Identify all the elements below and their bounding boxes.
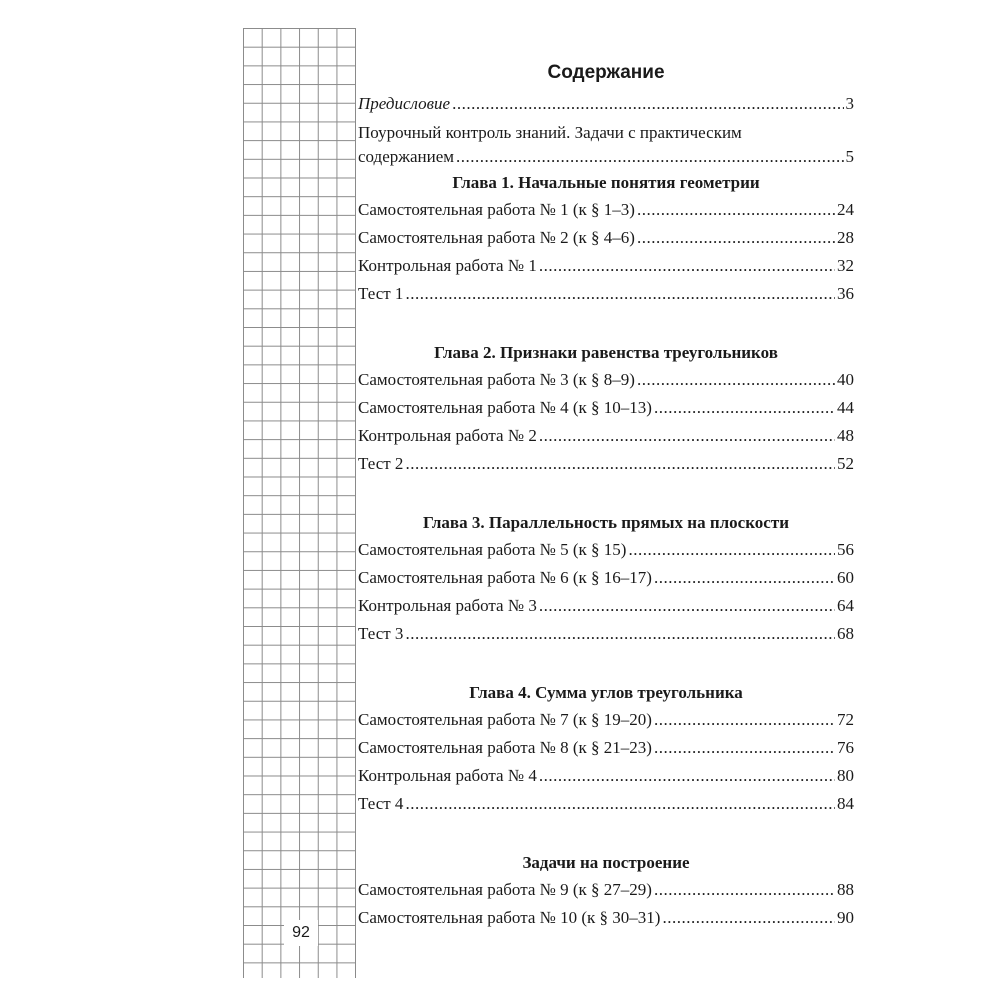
leader-dots <box>405 450 835 478</box>
toc-entry-page: 90 <box>837 908 854 927</box>
toc-entry-label: Контрольная работа № 3 <box>358 596 537 615</box>
toc-entry-preface <box>358 90 854 118</box>
toc-entry <box>358 224 854 252</box>
section-gap <box>358 648 854 680</box>
leader-dots <box>654 564 835 592</box>
toc-entry-page: 48 <box>837 426 854 445</box>
toc-entry <box>358 366 854 394</box>
toc-entry-label: Самостоятельная работа № 7 (к § 19–20) <box>358 710 652 729</box>
toc-entry-label: Самостоятельная работа № 5 (к § 15) <box>358 540 627 559</box>
table-of-contents <box>358 56 854 932</box>
toc-entry-label: Тест 1 <box>358 284 404 303</box>
section-gap <box>358 308 854 340</box>
chapter-heading: Глава 4. Сумма углов треугольника <box>469 683 743 702</box>
toc-entry-page: 5 <box>845 147 854 166</box>
toc-entry-label: Самостоятельная работа № 1 (к § 1–3) <box>358 200 635 219</box>
toc-entry-label: Самостоятельная работа № 3 (к § 8–9) <box>358 370 635 389</box>
toc-entry-label: Тест 4 <box>358 794 404 813</box>
toc-entry-page: 84 <box>837 794 854 813</box>
margin-grid <box>243 28 356 978</box>
toc-entry-page: 88 <box>837 880 854 899</box>
toc-entry <box>358 706 854 734</box>
leader-dots <box>654 706 835 734</box>
toc-entry-page: 80 <box>837 766 854 785</box>
leader-dots <box>405 280 835 308</box>
chapter-heading: Глава 2. Признаки равенства треугольников <box>434 343 778 362</box>
toc-entry <box>358 762 854 790</box>
leader-dots <box>654 734 835 762</box>
toc-entry <box>358 252 854 280</box>
toc-entry-label: содержанием <box>358 147 455 166</box>
leader-dots <box>539 592 835 620</box>
toc-entry-label: Контрольная работа № 4 <box>358 766 537 785</box>
toc-entry <box>358 280 854 308</box>
toc-entry <box>358 734 854 762</box>
toc-entry-label: Контрольная работа № 2 <box>358 426 537 445</box>
toc-entry-label: Самостоятельная работа № 2 (к § 4–6) <box>358 228 635 247</box>
toc-entry <box>358 904 854 932</box>
toc-entry-page: 68 <box>837 624 854 643</box>
section-gap <box>358 818 854 850</box>
chapter-list <box>358 170 854 932</box>
toc-entry-page: 28 <box>837 228 854 247</box>
chapter-heading: Задачи на построение <box>522 853 690 872</box>
chapter-heading: Глава 1. Начальные понятия геометрии <box>452 173 760 192</box>
leader-dots <box>456 144 843 170</box>
toc-entry-label: Тест 3 <box>358 624 404 643</box>
toc-entry-page: 56 <box>837 540 854 559</box>
toc-entry-label: Предисловие <box>358 94 451 113</box>
page-number: 92 <box>284 920 318 946</box>
toc-entry <box>358 196 854 224</box>
toc-entry-label: Самостоятельная работа № 6 (к § 16–17) <box>358 568 652 587</box>
toc-entry-page: 40 <box>837 370 854 389</box>
leader-dots <box>637 224 835 252</box>
leader-dots <box>452 90 843 118</box>
toc-entry-page: 3 <box>845 94 854 113</box>
leader-dots <box>637 366 835 394</box>
page-title: Содержание <box>547 62 665 83</box>
leader-dots <box>628 536 835 564</box>
toc-entry-label: Тест 2 <box>358 454 404 473</box>
leader-dots <box>654 394 835 422</box>
toc-entry-page: 32 <box>837 256 854 275</box>
leader-dots <box>637 196 835 224</box>
leader-dots <box>539 252 835 280</box>
toc-entry <box>358 790 854 818</box>
leader-dots <box>654 876 835 904</box>
toc-entry-page: 72 <box>837 710 854 729</box>
toc-entry-label-line1: Поурочный контроль знаний. Задачи с практическим <box>358 123 742 142</box>
toc-entry <box>358 876 854 904</box>
toc-entry-label: Контрольная работа № 1 <box>358 256 537 275</box>
toc-entry-label: Самостоятельная работа № 4 (к § 10–13) <box>358 398 652 417</box>
toc-entry-page: 36 <box>837 284 854 303</box>
toc-entry-page: 44 <box>837 398 854 417</box>
chapter-heading: Глава 3. Параллельность прямых на плоскости <box>422 513 789 532</box>
toc-entry-page: 24 <box>837 200 854 219</box>
leader-dots <box>662 904 835 932</box>
leader-dots <box>405 790 835 818</box>
leader-dots <box>405 620 835 648</box>
toc-entry-page: 76 <box>837 738 854 757</box>
toc-entry-lesson-control <box>358 144 854 170</box>
toc-entry <box>358 592 854 620</box>
toc-entry <box>358 394 854 422</box>
toc-entry <box>358 564 854 592</box>
toc-entry-label: Самостоятельная работа № 8 (к § 21–23) <box>358 738 652 757</box>
toc-entry-label: Самостоятельная работа № 9 (к § 27–29) <box>358 880 652 899</box>
toc-entry <box>358 422 854 450</box>
leader-dots <box>539 422 835 450</box>
toc-entry <box>358 620 854 648</box>
toc-entry-page: 60 <box>837 568 854 587</box>
toc-entry-page: 52 <box>837 454 854 473</box>
toc-entry <box>358 536 854 564</box>
toc-entry-label: Самостоятельная работа № 10 (к § 30–31) <box>358 908 661 927</box>
toc-entry-page: 64 <box>837 596 854 615</box>
section-gap <box>358 478 854 510</box>
leader-dots <box>539 762 835 790</box>
toc-entry <box>358 450 854 478</box>
